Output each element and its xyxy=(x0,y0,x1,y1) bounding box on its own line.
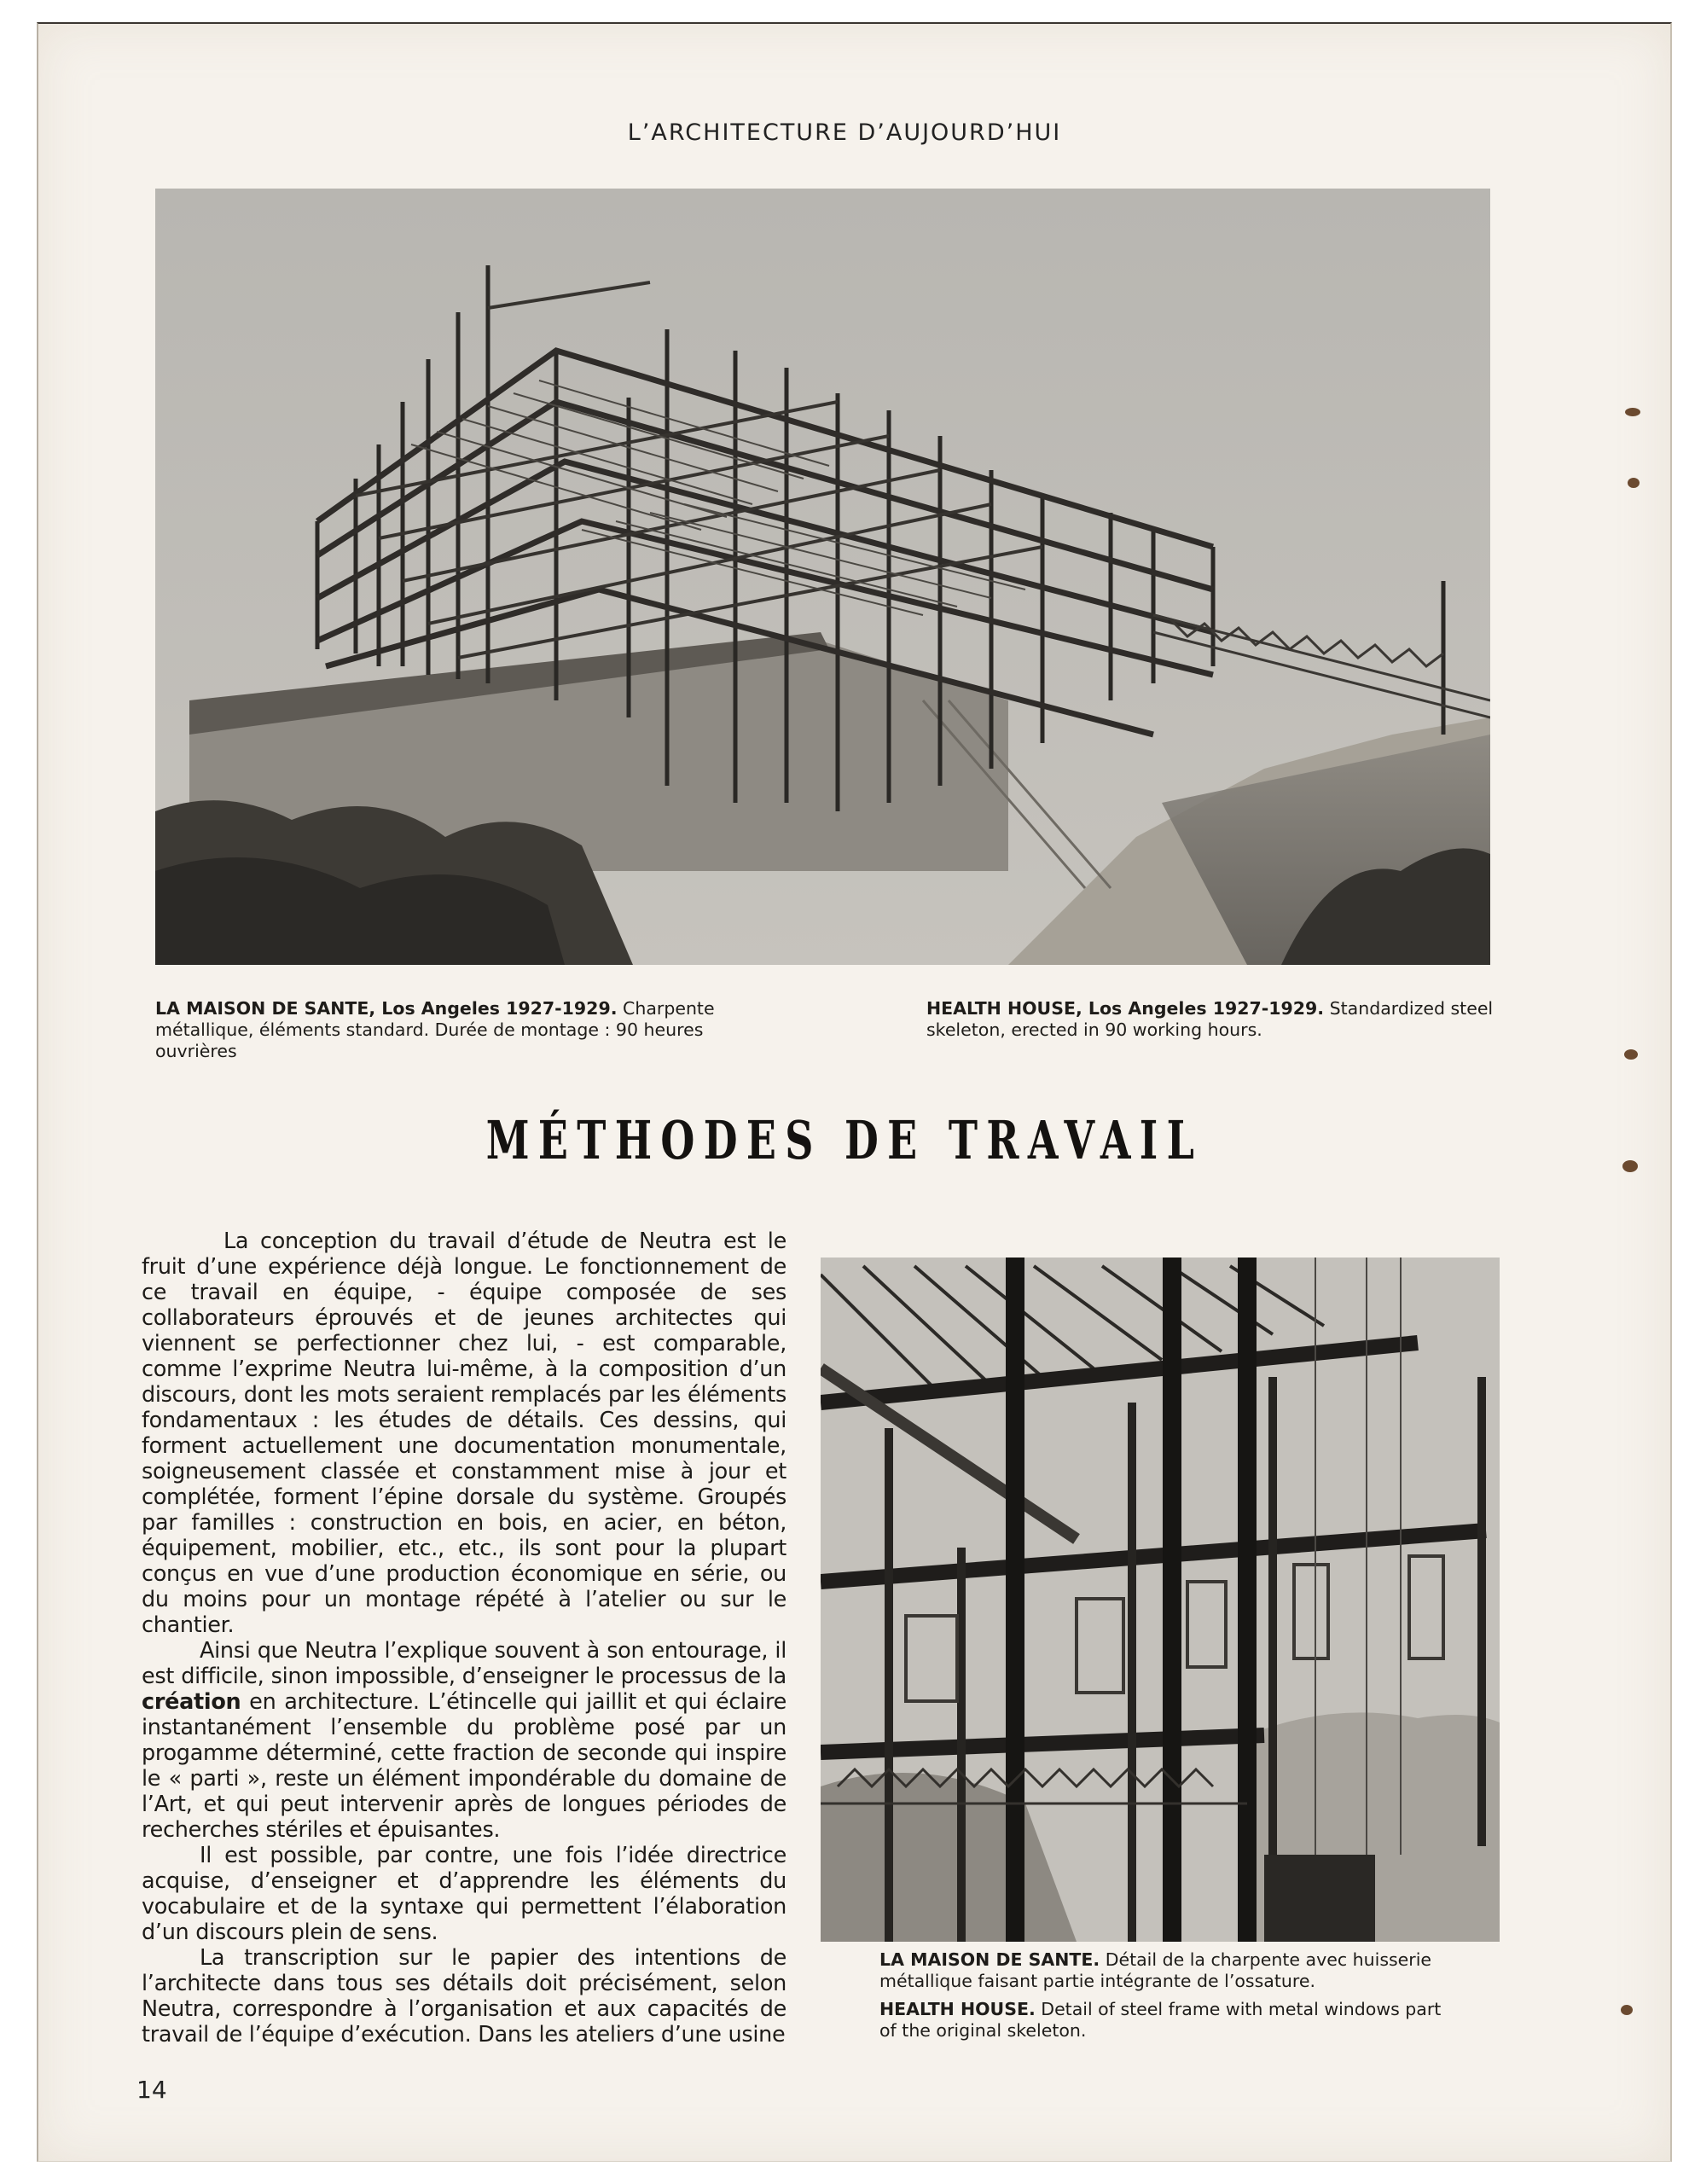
body-paragraph xyxy=(142,1638,786,1843)
body-paragraph xyxy=(142,1945,786,2048)
caption-text: Detail of steel frame with metal windows part of the original skeleton. xyxy=(879,1999,1442,2041)
paragraph-text: La transcription sur le papier des intentions de l’architecte dans tous ses détails doit précisément, selon Neutra, correspondre à l’organisation et aux capacités de travail de l’équipe d’exécution. Dans les ateliers d’une usine xyxy=(142,1945,786,2048)
caption-text: Détail de la charpente avec huisserie métallique faisant partie intégrante de l’ossature. xyxy=(879,1949,1432,1991)
binding-hole-mark xyxy=(1622,1160,1638,1172)
binding-hole-mark xyxy=(1628,478,1640,488)
binding-hole-mark xyxy=(1624,1049,1638,1060)
top-photo-caption-french xyxy=(155,998,727,1062)
bottom-photo-frame-detail xyxy=(821,1258,1500,1942)
binding-hole-mark xyxy=(1625,408,1640,416)
bottom-caption-french xyxy=(879,1949,1447,1992)
bottom-photo-captions xyxy=(879,1949,1447,2048)
binding-hole-mark xyxy=(1621,2005,1633,2015)
steel-frame-construction-photo xyxy=(155,189,1490,965)
paragraph-text: La conception du travail d’étude de Neutra est le fruit d’une expérience déjà longue. Le fonctionnement de ce travail en équipe, - équipe composée de ses collaborateurs éprouvés et de jeunes architectes qui viennent se perfectionner chez lui, - est comparable, comme l’exprime Neutra lui-même, à la composition d’un discours, dont les mots seraient remplacés par les éléments fondamentaux : les études de détails. Ces dessins, qui forment actuellement une documentation monumentale, soigneusement classée et constamment mise à jour et complétée, forment l’épine dorsale du système. Groupés par familles : construction en bois, en acier, en béton, équipement, mobilier, etc., etc., ils sont pour la plupart conçus en vue d’une production économique en série, ou du moins pour un montage répété à l’atelier ou sur le chantier. xyxy=(142,1228,786,1638)
caption-text: Charpente métallique, éléments standard. Durée de montage : 90 heures ouvrières xyxy=(155,998,715,1061)
top-photo-steel-skeleton xyxy=(155,189,1490,965)
caption-text: Standardized steel skeleton, erected in 90 working hours. xyxy=(926,998,1494,1040)
running-head-title: L’ARCHITECTURE D’AUJOURD’HUI xyxy=(627,119,1062,146)
article-body xyxy=(142,1228,786,2048)
article-title: MÉTHODES DE TRAVAIL xyxy=(485,1109,1204,1171)
paragraph-text: Ainsi que Neutra l’explique souvent à son entourage, il est difficile, sinon impossible, d’enseigner le processus de la xyxy=(142,1638,786,1689)
body-paragraph xyxy=(142,1228,786,1638)
caption-bold-title: HEALTH HOUSE. xyxy=(879,1999,1036,2019)
steel-frame-detail-photo xyxy=(821,1258,1500,1942)
paragraph-text: en architecture. L’étincelle qui jaillit et qui éclaire instantanément l’ensemble du problème posé par un progamme déterminé, cette fraction de seconde qui inspire le « parti », reste un élément impondérable du domaine de l’Art, et qui peut intervenir après de longues périodes de recherches stériles et épuisantes. xyxy=(142,1689,786,1843)
emphasized-word: création xyxy=(142,1689,241,1715)
page-number: 14 xyxy=(136,2076,167,2104)
caption-bold-title: HEALTH HOUSE, Los Angeles 1927-1929. xyxy=(926,998,1325,1019)
paragraph-text: Il est possible, par contre, une fois l’idée directrice acquise, d’enseigner et d’apprendre les éléments du vocabulaire et de la syntaxe qui permettent l’élaboration d’un discours plein de sens. xyxy=(142,1843,786,1945)
bottom-caption-english xyxy=(879,1999,1447,2042)
top-photo-caption-english xyxy=(926,998,1506,1041)
caption-bold-title: LA MAISON DE SANTE. xyxy=(879,1949,1100,1970)
body-paragraph xyxy=(142,1843,786,1945)
caption-bold-title: LA MAISON DE SANTE, Los Angeles 1927-1929. xyxy=(155,998,618,1019)
